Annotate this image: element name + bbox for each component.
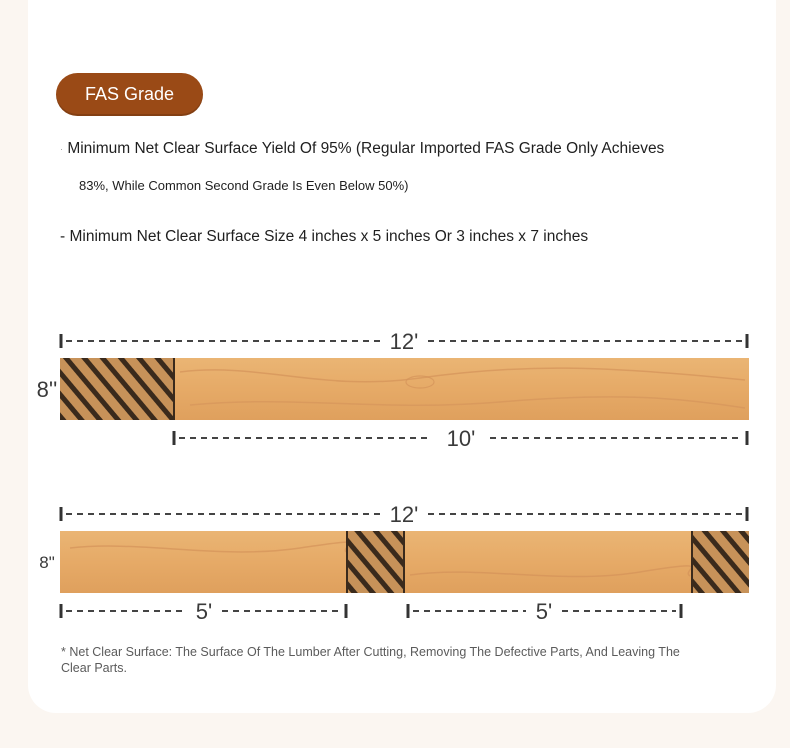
board-2 (39, 502, 749, 624)
total-length-label: 12' (389, 329, 419, 354)
total-length-label: 12' (389, 502, 419, 527)
yield-bullet-continuation: 83%, While Common Second Grade Is Even Below 50%) (79, 178, 409, 193)
defect-section (347, 531, 404, 593)
bullet-dot-icon: · (60, 143, 63, 154)
board-1 (37, 329, 749, 451)
yield-bullet-text: Minimum Net Clear Surface Yield Of 95% (Regular Imported FAS Grade Only Achieves (67, 140, 665, 157)
clear-length-label: 10' (446, 426, 476, 451)
defect-section (692, 531, 749, 593)
height-label: 8'' (36, 377, 58, 402)
footnote: * Net Clear Surface: The Surface Of The Lumber After Cutting, Removing The Defective Parts, And Leaving The Clear Parts. (61, 645, 680, 675)
fas-grade-badge: FAS Grade (56, 73, 203, 116)
clear-length-label-1: 5' (195, 599, 213, 624)
height-label: 8" (39, 553, 55, 572)
size-bullet: - Minimum Net Clear Surface Size 4 inches x 5 inches Or 3 inches x 7 inches (60, 228, 589, 245)
clear-length-label-2: 5' (535, 599, 553, 624)
defect-section (60, 358, 174, 420)
